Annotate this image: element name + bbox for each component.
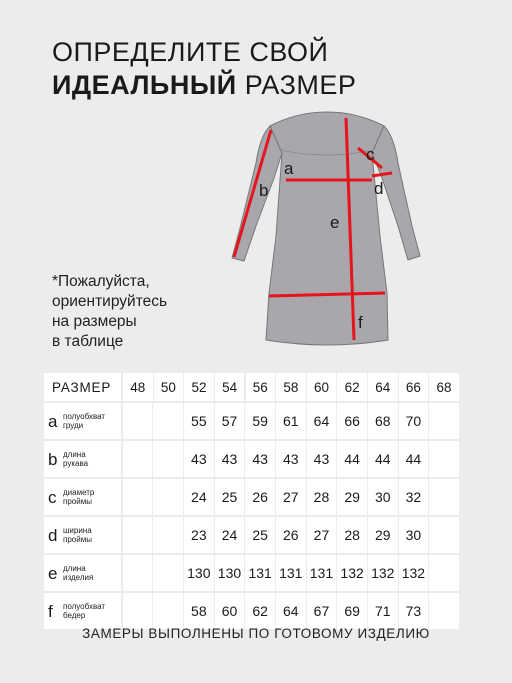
title-line-2 bbox=[52, 69, 356, 102]
measurement-description-line: ширина bbox=[63, 526, 92, 535]
table-cell: 44 bbox=[399, 441, 428, 477]
size-header-cell: 58 bbox=[276, 373, 305, 401]
table-cell: 57 bbox=[215, 403, 244, 439]
size-header-label: РАЗМЕР bbox=[44, 373, 121, 401]
measurement-label bbox=[44, 403, 121, 439]
size-header-cell: 50 bbox=[154, 373, 183, 401]
title-rest-word: РАЗМЕР bbox=[244, 70, 357, 100]
measurement-label bbox=[44, 517, 121, 553]
table-cell: 130 bbox=[184, 555, 213, 591]
table-cell bbox=[429, 517, 458, 553]
table-cell: 131 bbox=[307, 555, 336, 591]
table-cell: 58 bbox=[184, 593, 213, 629]
measurement-description-line: изделия bbox=[63, 573, 94, 582]
table-row bbox=[44, 403, 460, 439]
table-cell: 30 bbox=[399, 517, 428, 553]
table-cell: 67 bbox=[307, 593, 336, 629]
table-cell: 24 bbox=[215, 517, 244, 553]
table-cell bbox=[429, 441, 458, 477]
measurement-label bbox=[44, 555, 121, 591]
table-cell bbox=[429, 555, 458, 591]
table-row bbox=[44, 441, 460, 477]
measurement-letter: e bbox=[48, 563, 58, 583]
table-body bbox=[44, 403, 460, 629]
table-cell bbox=[429, 479, 458, 515]
table-cell: 32 bbox=[399, 479, 428, 515]
table-cell: 130 bbox=[215, 555, 244, 591]
label-a: a bbox=[284, 159, 294, 178]
measurement-description-line: рукава bbox=[63, 459, 89, 468]
table-cell: 30 bbox=[368, 479, 397, 515]
table-cell: 27 bbox=[276, 479, 305, 515]
table-row bbox=[44, 479, 460, 515]
table-cell: 43 bbox=[184, 441, 213, 477]
table-cell: 66 bbox=[337, 403, 366, 439]
table-cell: 44 bbox=[337, 441, 366, 477]
table-cell: 131 bbox=[276, 555, 305, 591]
measurement-label bbox=[44, 479, 121, 515]
table-cell bbox=[153, 555, 182, 591]
size-header-cell: 68 bbox=[429, 373, 458, 401]
measurement-description bbox=[63, 450, 88, 468]
table-cell: 28 bbox=[307, 479, 336, 515]
table-header-row bbox=[44, 373, 460, 401]
table-cell: 23 bbox=[184, 517, 213, 553]
table-cell bbox=[153, 441, 182, 477]
table-cell bbox=[153, 403, 182, 439]
size-header-cell: 54 bbox=[215, 373, 244, 401]
table-cell bbox=[429, 403, 458, 439]
table-cell: 55 bbox=[184, 403, 213, 439]
table-cell bbox=[123, 517, 152, 553]
note-line: в таблице bbox=[52, 333, 124, 350]
measurement-letter: b bbox=[48, 449, 58, 469]
table-row bbox=[44, 555, 460, 591]
note-line: *Пожалуйста, bbox=[52, 273, 150, 290]
measurement-description-line: проймы bbox=[63, 535, 92, 544]
measurement-label bbox=[44, 441, 121, 477]
table-cell: 44 bbox=[368, 441, 397, 477]
table-cell: 43 bbox=[276, 441, 305, 477]
note-line: на размеры bbox=[52, 313, 137, 330]
table-cell bbox=[123, 555, 152, 591]
table-cell bbox=[123, 403, 152, 439]
table-cell bbox=[153, 517, 182, 553]
measurement-letter: a bbox=[48, 411, 58, 431]
measurement-description-line: проймы bbox=[63, 497, 92, 506]
table-cell: 43 bbox=[307, 441, 336, 477]
table-cell: 70 bbox=[399, 403, 428, 439]
measurement-description bbox=[63, 564, 93, 582]
measurement-description-line: бедер bbox=[63, 611, 86, 620]
table-cell: 69 bbox=[337, 593, 366, 629]
table-cell: 59 bbox=[245, 403, 274, 439]
table-cell: 25 bbox=[215, 479, 244, 515]
label-f: f bbox=[358, 313, 363, 332]
size-table bbox=[44, 373, 460, 631]
page-title bbox=[52, 36, 356, 102]
table-cell bbox=[153, 479, 182, 515]
table-cell: 64 bbox=[307, 403, 336, 439]
title-bold-word: ИДЕАЛЬНЫЙ bbox=[52, 70, 237, 100]
table-cell: 29 bbox=[337, 479, 366, 515]
dress-illustration bbox=[222, 108, 432, 353]
table-cell: 132 bbox=[399, 555, 428, 591]
measurement-description-line: груди bbox=[63, 421, 84, 430]
size-header-cell: 66 bbox=[399, 373, 428, 401]
table-cell: 43 bbox=[215, 441, 244, 477]
table-cell: 60 bbox=[215, 593, 244, 629]
size-header-cell: 52 bbox=[184, 373, 213, 401]
title-line-1: ОПРЕДЕЛИТЕ СВОЙ bbox=[52, 37, 329, 67]
measurement-description-line: полуобхват bbox=[63, 412, 106, 421]
table-cell bbox=[153, 593, 182, 629]
size-header-cell: 48 bbox=[123, 373, 152, 401]
label-d: d bbox=[374, 179, 384, 198]
label-e: e bbox=[330, 213, 340, 232]
table-cell: 27 bbox=[307, 517, 336, 553]
table-cell: 73 bbox=[399, 593, 428, 629]
table-cell: 26 bbox=[245, 479, 274, 515]
measurement-description bbox=[63, 526, 92, 544]
table-cell: 43 bbox=[245, 441, 274, 477]
note-line: ориентируйтесь bbox=[52, 293, 168, 310]
size-header-cell: 62 bbox=[337, 373, 366, 401]
label-c: c bbox=[366, 145, 375, 164]
size-header-cell: 64 bbox=[368, 373, 397, 401]
table-cell: 132 bbox=[337, 555, 366, 591]
table-cell: 62 bbox=[245, 593, 274, 629]
measurement-description-line: длина bbox=[63, 564, 86, 573]
measurement-description-line: диаметр bbox=[63, 488, 95, 497]
measurement-description bbox=[63, 412, 105, 430]
measurement-label bbox=[44, 593, 121, 629]
measurement-description bbox=[63, 488, 94, 506]
table-cell bbox=[123, 593, 152, 629]
table-cell: 29 bbox=[368, 517, 397, 553]
table-cell bbox=[123, 479, 152, 515]
table-cell: 71 bbox=[368, 593, 397, 629]
table-cell: 25 bbox=[245, 517, 274, 553]
measurement-description-line: полуобхват bbox=[63, 602, 106, 611]
measurement-description-line: длина bbox=[63, 450, 86, 459]
measurement-description bbox=[63, 602, 105, 620]
table-cell bbox=[123, 441, 152, 477]
measurement-letter: f bbox=[48, 601, 53, 621]
table-cell: 68 bbox=[368, 403, 397, 439]
table-row bbox=[44, 593, 460, 629]
table-row bbox=[44, 517, 460, 553]
table-cell: 28 bbox=[337, 517, 366, 553]
table-cell bbox=[429, 593, 458, 629]
measurement-letter: d bbox=[48, 525, 58, 545]
footer-note: ЗАМЕРЫ ВЫПОЛНЕНЫ ПО ГОТОВОМУ ИЗДЕЛИЮ bbox=[82, 626, 430, 641]
size-header-cell: 60 bbox=[307, 373, 336, 401]
size-header-cell: 56 bbox=[246, 373, 275, 401]
measurement-letter: c bbox=[48, 487, 57, 507]
table-cell: 61 bbox=[276, 403, 305, 439]
table-cell: 26 bbox=[276, 517, 305, 553]
table-cell: 64 bbox=[276, 593, 305, 629]
table-cell: 132 bbox=[368, 555, 397, 591]
table-cell: 24 bbox=[184, 479, 213, 515]
table-cell: 131 bbox=[245, 555, 274, 591]
label-b: b bbox=[259, 181, 269, 200]
note-text bbox=[52, 272, 167, 352]
